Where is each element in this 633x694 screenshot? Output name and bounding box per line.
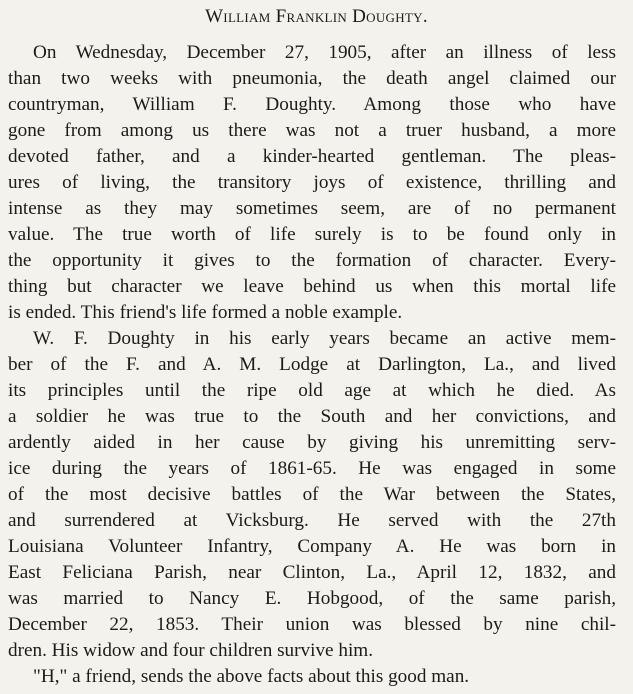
page-title: William Franklin Doughty. xyxy=(205,6,428,27)
paragraph-1-line: thing but character we leave behind us when this mortal life xyxy=(8,276,616,297)
paragraph-1-line: On Wednesday, December 27, 1905, after an illness of less xyxy=(33,42,616,63)
paragraph-2-line: was married to Nancy E. Hobgood, of the same parish, xyxy=(8,588,616,609)
paragraph-1-line: countryman, William F. Doughty. Among those who have xyxy=(8,94,616,115)
paragraph-1-line: is ended. This friend's life formed a noble example. xyxy=(8,302,403,323)
paragraph-3-line: "H," a friend, sends the above facts about this good man. xyxy=(33,666,470,687)
paragraph-2-line: December 22, 1853. Their union was blessed by nine chil- xyxy=(8,614,616,635)
paragraph-1-line: intense as they may sometimes seem, are of no permanent xyxy=(8,198,616,219)
paragraph-1-line: gone from among us there was not a truer husband, a more xyxy=(8,120,616,141)
paragraph-2-line: East Feliciana Parish, near Clinton, La., April 12, 1832, and xyxy=(8,562,616,583)
paragraph-1-line: the opportunity it gives to the formation of character. Every- xyxy=(8,250,616,271)
paragraph-1-line: than two weeks with pneumonia, the death angel claimed our xyxy=(8,68,616,89)
paragraph-1-line: value. The true worth of life surely is to be found only in xyxy=(8,224,616,245)
paragraph-2-line: ardently aided in her cause by giving his unremitting serv- xyxy=(8,432,616,453)
paragraph-2-line: Louisiana Volunteer Infantry, Company A. He was born in xyxy=(8,536,616,557)
paragraph-1-line: ures of living, the transitory joys of existence, thrilling and xyxy=(8,172,616,193)
paragraph-2-line: and surrendered at Vicksburg. He served with the 27th xyxy=(8,510,616,531)
paragraph-2-line: a soldier he was true to the South and her convictions, and xyxy=(8,406,616,427)
paragraph-2-line: W. F. Doughty in his early years became an active mem- xyxy=(33,328,616,349)
paragraph-2-line: of the most decisive battles of the War between the States, xyxy=(8,484,616,505)
paragraph-2-line: ber of the F. and A. M. Lodge at Darlington, La., and lived xyxy=(8,354,616,375)
paragraph-2-line: its principles until the ripe old age at which he died. As xyxy=(8,380,616,401)
paragraph-1-line: devoted father, and a kinder-hearted gentleman. The pleas- xyxy=(8,146,616,167)
paragraph-2-line: dren. His widow and four children survive him. xyxy=(8,640,374,661)
paragraph-2-line: ice during the years of 1861-65. He was engaged in some xyxy=(8,458,616,479)
